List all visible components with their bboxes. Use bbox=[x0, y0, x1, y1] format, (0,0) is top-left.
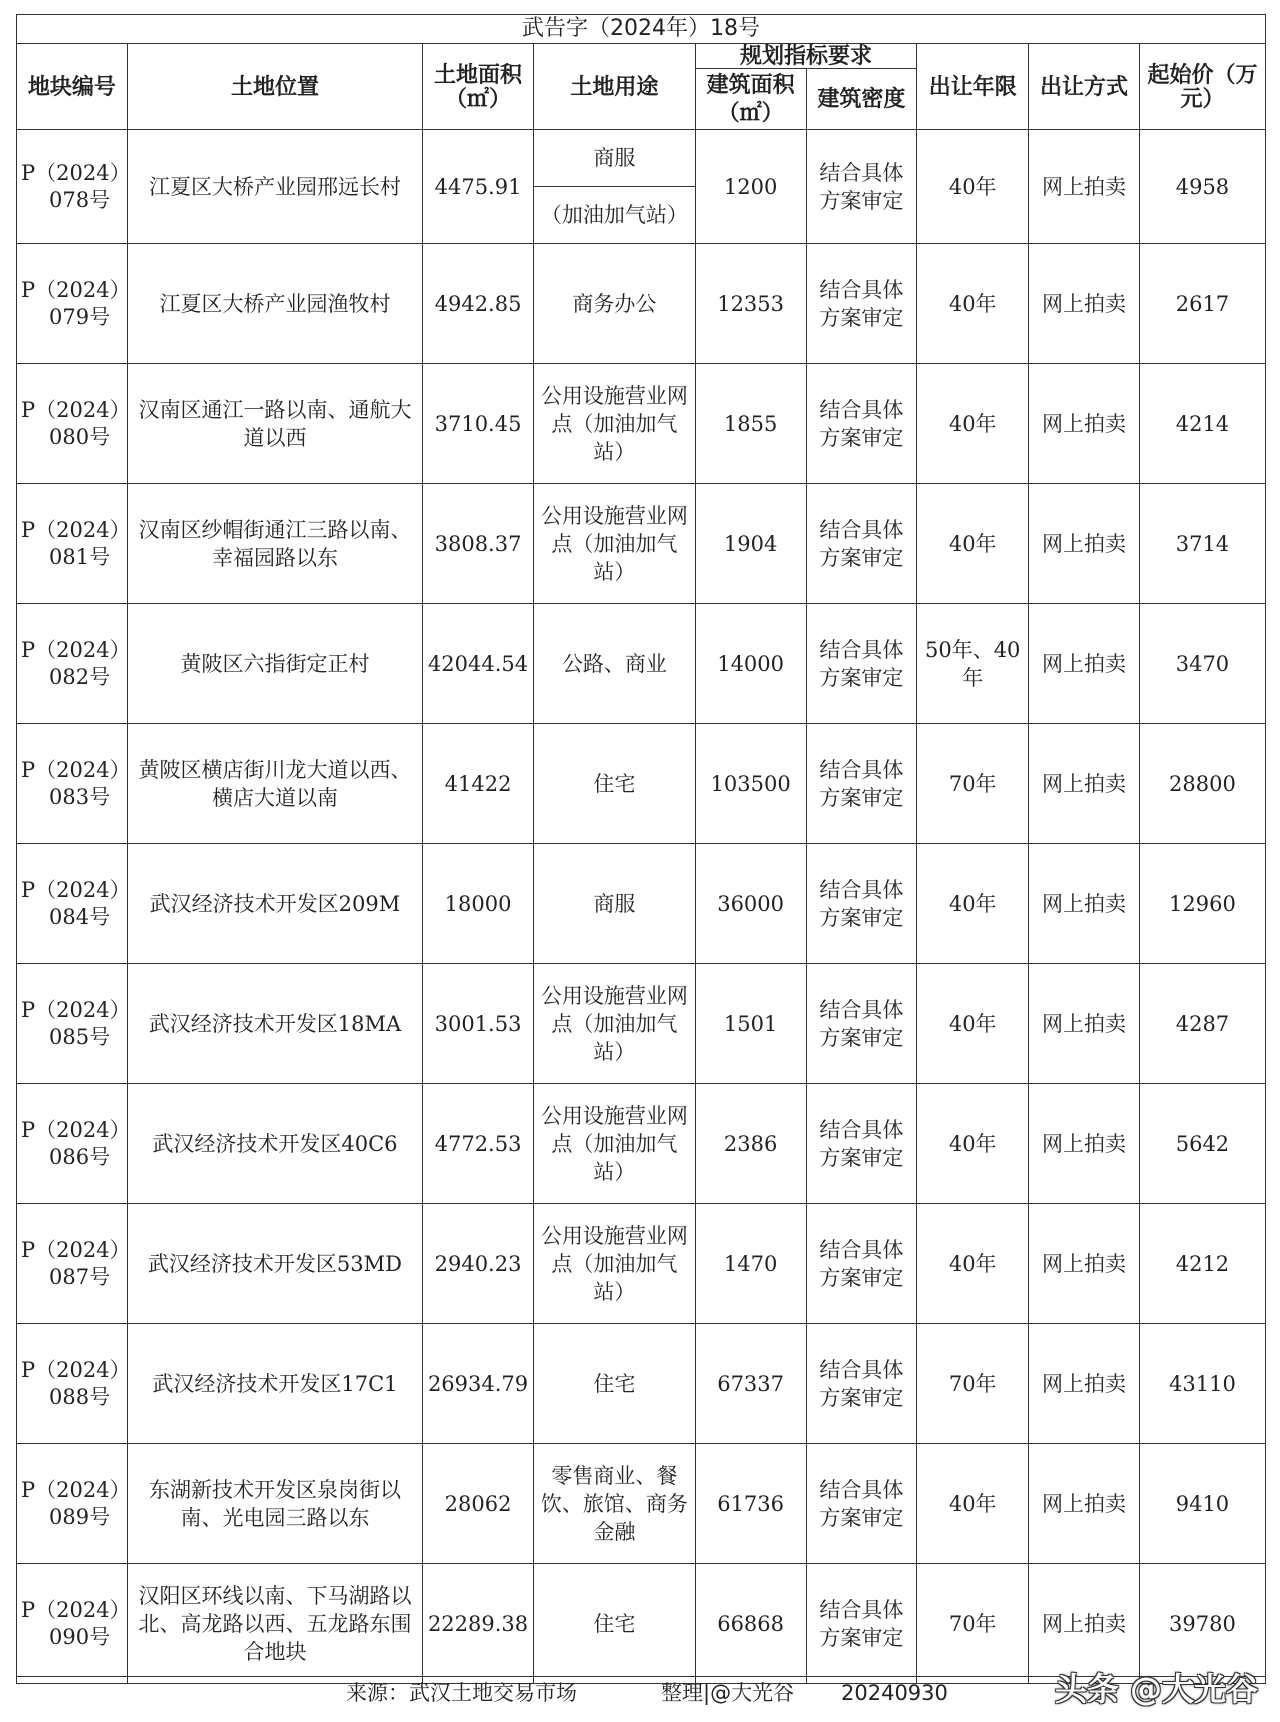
cell-use-bottom: （加油加气站） bbox=[533, 187, 695, 244]
cell-density: 结合具体方案审定 bbox=[806, 484, 917, 604]
cell-build-area: 36000 bbox=[695, 844, 806, 964]
cell-location: 黄陂区横店街川龙大道以西、横店大道以南 bbox=[127, 724, 422, 844]
cell-build-area: 1904 bbox=[695, 484, 806, 604]
cell-area: 28062 bbox=[423, 1444, 534, 1564]
cell-term: 70年 bbox=[917, 724, 1029, 844]
cell-method: 网上拍卖 bbox=[1029, 1324, 1140, 1444]
cell-code bbox=[17, 364, 131, 484]
cell-density: 结合具体方案审定 bbox=[806, 1444, 917, 1564]
cell-price: 28800 bbox=[1139, 724, 1265, 844]
code-number: 085号 bbox=[49, 1024, 111, 1049]
cell-code bbox=[17, 844, 131, 964]
cell-method: 网上拍卖 bbox=[1029, 1564, 1140, 1684]
cell-term: 70年 bbox=[917, 1564, 1029, 1684]
cell-density: 结合具体方案审定 bbox=[806, 1324, 917, 1444]
cell-price: 4212 bbox=[1139, 1204, 1265, 1324]
cell-area: 3710.45 bbox=[423, 364, 534, 484]
cell-method: 网上拍卖 bbox=[1029, 844, 1140, 964]
cell-use: 公用设施营业网点（加油加气站） bbox=[533, 484, 695, 604]
cell-term: 50年、40年 bbox=[917, 604, 1029, 724]
footer-date: 20240930 bbox=[841, 1681, 948, 1705]
cell-term: 40年 bbox=[917, 130, 1029, 244]
cell-use-top: 商服 bbox=[533, 130, 695, 187]
cell-use: 公用设施营业网点（加油加气站） bbox=[533, 964, 695, 1084]
cell-build-area: 1200 bbox=[695, 130, 806, 244]
cell-price: 4214 bbox=[1139, 364, 1265, 484]
header-location: 土地位置 bbox=[127, 44, 422, 130]
cell-method: 网上拍卖 bbox=[1029, 604, 1140, 724]
table-row bbox=[17, 1084, 1266, 1204]
header-density: 建筑密度 bbox=[806, 69, 917, 130]
code-prefix: P（2024） bbox=[21, 277, 131, 302]
cell-density: 结合具体方案审定 bbox=[806, 1084, 917, 1204]
code-prefix: P（2024） bbox=[21, 637, 131, 662]
cell-code bbox=[17, 1084, 131, 1204]
code-number: 079号 bbox=[49, 304, 111, 329]
cell-location: 汉阳区环线以南、下马湖路以北、高龙路以西、五龙路东围合地块 bbox=[127, 1564, 422, 1684]
cell-area: 18000 bbox=[423, 844, 534, 964]
cell-location: 汉南区通江一路以南、通航大道以西 bbox=[127, 364, 422, 484]
land-auction-sheet bbox=[16, 14, 1266, 1684]
cell-location: 武汉经济技术开发区40C6 bbox=[127, 1084, 422, 1204]
cell-price: 4958 bbox=[1139, 130, 1265, 244]
cell-build-area: 12353 bbox=[695, 244, 806, 364]
header-build-area: 建筑面积（㎡） bbox=[695, 69, 806, 130]
cell-use: 商务办公 bbox=[533, 244, 695, 364]
cell-code bbox=[17, 604, 131, 724]
cell-term: 40年 bbox=[917, 1084, 1029, 1204]
code-number: 082号 bbox=[49, 664, 111, 689]
cell-location: 汉南区纱帽街通江三路以南、幸福园路以东 bbox=[127, 484, 422, 604]
header-code: 地块编号 bbox=[17, 44, 128, 130]
table-row bbox=[17, 964, 1266, 1084]
cell-use: 住宅 bbox=[533, 1324, 695, 1444]
table-row bbox=[17, 604, 1266, 724]
cell-term: 40年 bbox=[917, 844, 1029, 964]
cell-code bbox=[17, 724, 131, 844]
watermark: 头条 @大光谷 bbox=[1054, 1670, 1258, 1708]
cell-price: 4287 bbox=[1139, 964, 1265, 1084]
header-planning-group: 规划指标要求 bbox=[695, 44, 917, 69]
footer-organizer: 整理|@大光谷 bbox=[661, 1681, 795, 1705]
cell-density: 结合具体方案审定 bbox=[806, 604, 917, 724]
cell-area: 41422 bbox=[423, 724, 534, 844]
code-number: 080号 bbox=[49, 424, 111, 449]
cell-code bbox=[17, 1204, 131, 1324]
cell-method: 网上拍卖 bbox=[1029, 364, 1140, 484]
cell-density: 结合具体方案审定 bbox=[806, 844, 917, 964]
code-number: 090号 bbox=[49, 1624, 111, 1649]
cell-area: 2940.23 bbox=[423, 1204, 534, 1324]
code-number: 086号 bbox=[49, 1144, 111, 1169]
cell-code bbox=[17, 244, 131, 364]
cell-use: 商服 bbox=[533, 844, 695, 964]
cell-area: 42044.54 bbox=[423, 604, 534, 724]
cell-price: 12960 bbox=[1139, 844, 1265, 964]
code-number: 083号 bbox=[49, 784, 111, 809]
cell-method: 网上拍卖 bbox=[1029, 484, 1140, 604]
header-term: 出让年限 bbox=[917, 44, 1029, 130]
table-body bbox=[17, 130, 1266, 1684]
cell-build-area: 61736 bbox=[695, 1444, 806, 1564]
cell-build-area: 66868 bbox=[695, 1564, 806, 1684]
cell-build-area: 103500 bbox=[695, 724, 806, 844]
cell-area: 3808.37 bbox=[423, 484, 534, 604]
cell-term: 40年 bbox=[917, 244, 1029, 364]
table-row bbox=[17, 1204, 1266, 1324]
cell-price: 2617 bbox=[1139, 244, 1265, 364]
code-prefix: P（2024） bbox=[21, 160, 131, 185]
cell-density: 结合具体方案审定 bbox=[806, 964, 917, 1084]
code-number: 081号 bbox=[49, 544, 111, 569]
header-method: 出让方式 bbox=[1029, 44, 1140, 130]
cell-build-area: 1855 bbox=[695, 364, 806, 484]
code-prefix: P（2024） bbox=[21, 877, 131, 902]
cell-use: 公用设施营业网点（加油加气站） bbox=[533, 364, 695, 484]
cell-density: 结合具体方案审定 bbox=[806, 364, 917, 484]
cell-location: 武汉经济技术开发区209M bbox=[127, 844, 422, 964]
cell-code bbox=[17, 1564, 131, 1684]
cell-use: 公用设施营业网点（加油加气站） bbox=[533, 1084, 695, 1204]
cell-price: 43110 bbox=[1139, 1324, 1265, 1444]
cell-term: 40年 bbox=[917, 964, 1029, 1084]
cell-location: 武汉经济技术开发区17C1 bbox=[127, 1324, 422, 1444]
cell-use: 住宅 bbox=[533, 1564, 695, 1684]
document-title: 武告字（2024年）18号 bbox=[17, 15, 1266, 44]
cell-location: 武汉经济技术开发区18MA bbox=[127, 964, 422, 1084]
cell-method: 网上拍卖 bbox=[1029, 1084, 1140, 1204]
cell-area: 4475.91 bbox=[423, 130, 534, 244]
cell-area: 26934.79 bbox=[423, 1324, 534, 1444]
cell-location: 江夏区大桥产业园渔牧村 bbox=[127, 244, 422, 364]
cell-density: 结合具体方案审定 bbox=[806, 244, 917, 364]
code-prefix: P（2024） bbox=[21, 1117, 131, 1142]
cell-use: 零售商业、餐饮、旅馆、商务金融 bbox=[533, 1444, 695, 1564]
cell-density: 结合具体方案审定 bbox=[806, 130, 917, 244]
cell-term: 40年 bbox=[917, 484, 1029, 604]
cell-density: 结合具体方案审定 bbox=[806, 724, 917, 844]
table-row bbox=[17, 484, 1266, 604]
table-row bbox=[17, 724, 1266, 844]
cell-use: 公用设施营业网点（加油加气站） bbox=[533, 1204, 695, 1324]
cell-method: 网上拍卖 bbox=[1029, 244, 1140, 364]
table-row bbox=[17, 130, 1266, 187]
cell-use: 住宅 bbox=[533, 724, 695, 844]
cell-code bbox=[17, 130, 131, 244]
code-number: 088号 bbox=[49, 1384, 111, 1409]
table-row bbox=[17, 1444, 1266, 1564]
cell-location: 武汉经济技术开发区53MD bbox=[127, 1204, 422, 1324]
cell-price: 39780 bbox=[1139, 1564, 1265, 1684]
cell-area: 22289.38 bbox=[423, 1564, 534, 1684]
code-number: 078号 bbox=[49, 187, 111, 212]
cell-code bbox=[17, 1444, 131, 1564]
table-row bbox=[17, 1324, 1266, 1444]
cell-code bbox=[17, 1324, 131, 1444]
cell-method: 网上拍卖 bbox=[1029, 1204, 1140, 1324]
cell-use: 公路、商业 bbox=[533, 604, 695, 724]
code-prefix: P（2024） bbox=[21, 1477, 131, 1502]
header-area: 土地面积（㎡） bbox=[423, 44, 534, 130]
cell-term: 40年 bbox=[917, 1444, 1029, 1564]
code-prefix: P（2024） bbox=[21, 757, 131, 782]
cell-term: 70年 bbox=[917, 1324, 1029, 1444]
code-prefix: P（2024） bbox=[21, 1357, 131, 1382]
header-price: 起始价（万元） bbox=[1139, 44, 1265, 130]
cell-build-area: 14000 bbox=[695, 604, 806, 724]
cell-build-area: 1470 bbox=[695, 1204, 806, 1324]
cell-code bbox=[17, 964, 131, 1084]
cell-area: 4942.85 bbox=[423, 244, 534, 364]
cell-build-area: 67337 bbox=[695, 1324, 806, 1444]
cell-method: 网上拍卖 bbox=[1029, 1444, 1140, 1564]
cell-term: 40年 bbox=[917, 364, 1029, 484]
code-prefix: P（2024） bbox=[21, 517, 131, 542]
cell-term: 40年 bbox=[917, 1204, 1029, 1324]
land-parcel-table bbox=[16, 14, 1266, 1684]
code-prefix: P（2024） bbox=[21, 397, 131, 422]
cell-price: 3470 bbox=[1139, 604, 1265, 724]
cell-build-area: 1501 bbox=[695, 964, 806, 1084]
table-row bbox=[17, 844, 1266, 964]
cell-code bbox=[17, 484, 131, 604]
cell-build-area: 2386 bbox=[695, 1084, 806, 1204]
table-row bbox=[17, 364, 1266, 484]
header-use: 土地用途 bbox=[533, 44, 695, 130]
cell-area: 3001.53 bbox=[423, 964, 534, 1084]
code-prefix: P（2024） bbox=[21, 997, 131, 1022]
cell-area: 4772.53 bbox=[423, 1084, 534, 1204]
cell-location: 江夏区大桥产业园邢远长村 bbox=[127, 130, 422, 244]
cell-price: 9410 bbox=[1139, 1444, 1265, 1564]
code-number: 087号 bbox=[49, 1264, 111, 1289]
cell-method: 网上拍卖 bbox=[1029, 130, 1140, 244]
code-prefix: P（2024） bbox=[21, 1237, 131, 1262]
code-number: 089号 bbox=[49, 1504, 111, 1529]
cell-price: 3714 bbox=[1139, 484, 1265, 604]
cell-location: 黄陂区六指街定正村 bbox=[127, 604, 422, 724]
cell-density: 结合具体方案审定 bbox=[806, 1204, 917, 1324]
footer-source: 来源：武汉土地交易市场 bbox=[346, 1681, 577, 1705]
cell-method: 网上拍卖 bbox=[1029, 964, 1140, 1084]
cell-price: 5642 bbox=[1139, 1084, 1265, 1204]
cell-method: 网上拍卖 bbox=[1029, 724, 1140, 844]
cell-location: 东湖新技术开发区泉岗街以南、光电园三路以东 bbox=[127, 1444, 422, 1564]
code-number: 084号 bbox=[49, 904, 111, 929]
cell-density: 结合具体方案审定 bbox=[806, 1564, 917, 1684]
code-prefix: P（2024） bbox=[21, 1597, 131, 1622]
table-row bbox=[17, 244, 1266, 364]
